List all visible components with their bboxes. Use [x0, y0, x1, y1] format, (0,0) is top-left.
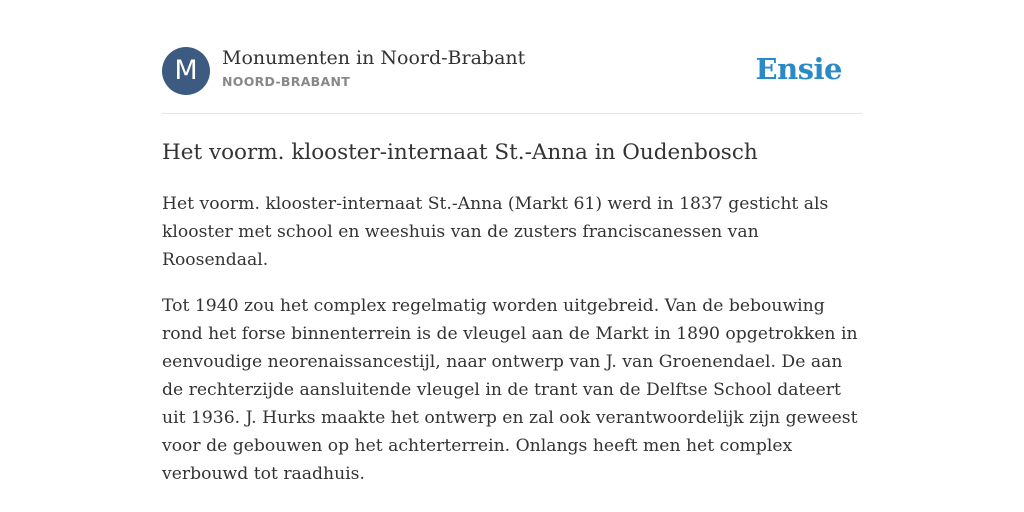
source-subtitle[interactable]: NOORD-BRABANT: [222, 74, 351, 89]
source-title[interactable]: Monumenten in Noord-Brabant: [222, 47, 526, 69]
header-divider: [162, 113, 862, 114]
ensie-logo[interactable]: Ensie: [755, 52, 842, 86]
header: [162, 46, 862, 96]
article-body: [162, 190, 868, 506]
article-paragraph-1: Het voorm. klooster-internaat St.-Anna (Markt 61) werd in 1837 gesticht als klooster met school en weeshuis van de zusters franciscanessen van Roosendaal.: [162, 194, 829, 270]
avatar[interactable]: M: [162, 47, 210, 95]
article-title: Het voorm. klooster-internaat St.-Anna in Oudenbosch: [162, 140, 758, 165]
article-paragraph-2: Tot 1940 zou het complex regelmatig worden uitgebreid. Van de bebouwing rond het forse binnenterrein is de vleugel aan de Markt in 1890 opgetrokken in eenvoudige neorenaissancestijl, naar ontwerp van J. van Groenendael. De aan de rechterzijde aansluitende vleugel in de trant van de Delftse School dateert uit 1936. J. Hurks maakte het ontwerp en zal ook verantwoordelijk zijn geweest voor de gebouwen op het achterterrein. Onlangs heeft men het complex verbouwd tot raadhuis.: [162, 296, 858, 484]
